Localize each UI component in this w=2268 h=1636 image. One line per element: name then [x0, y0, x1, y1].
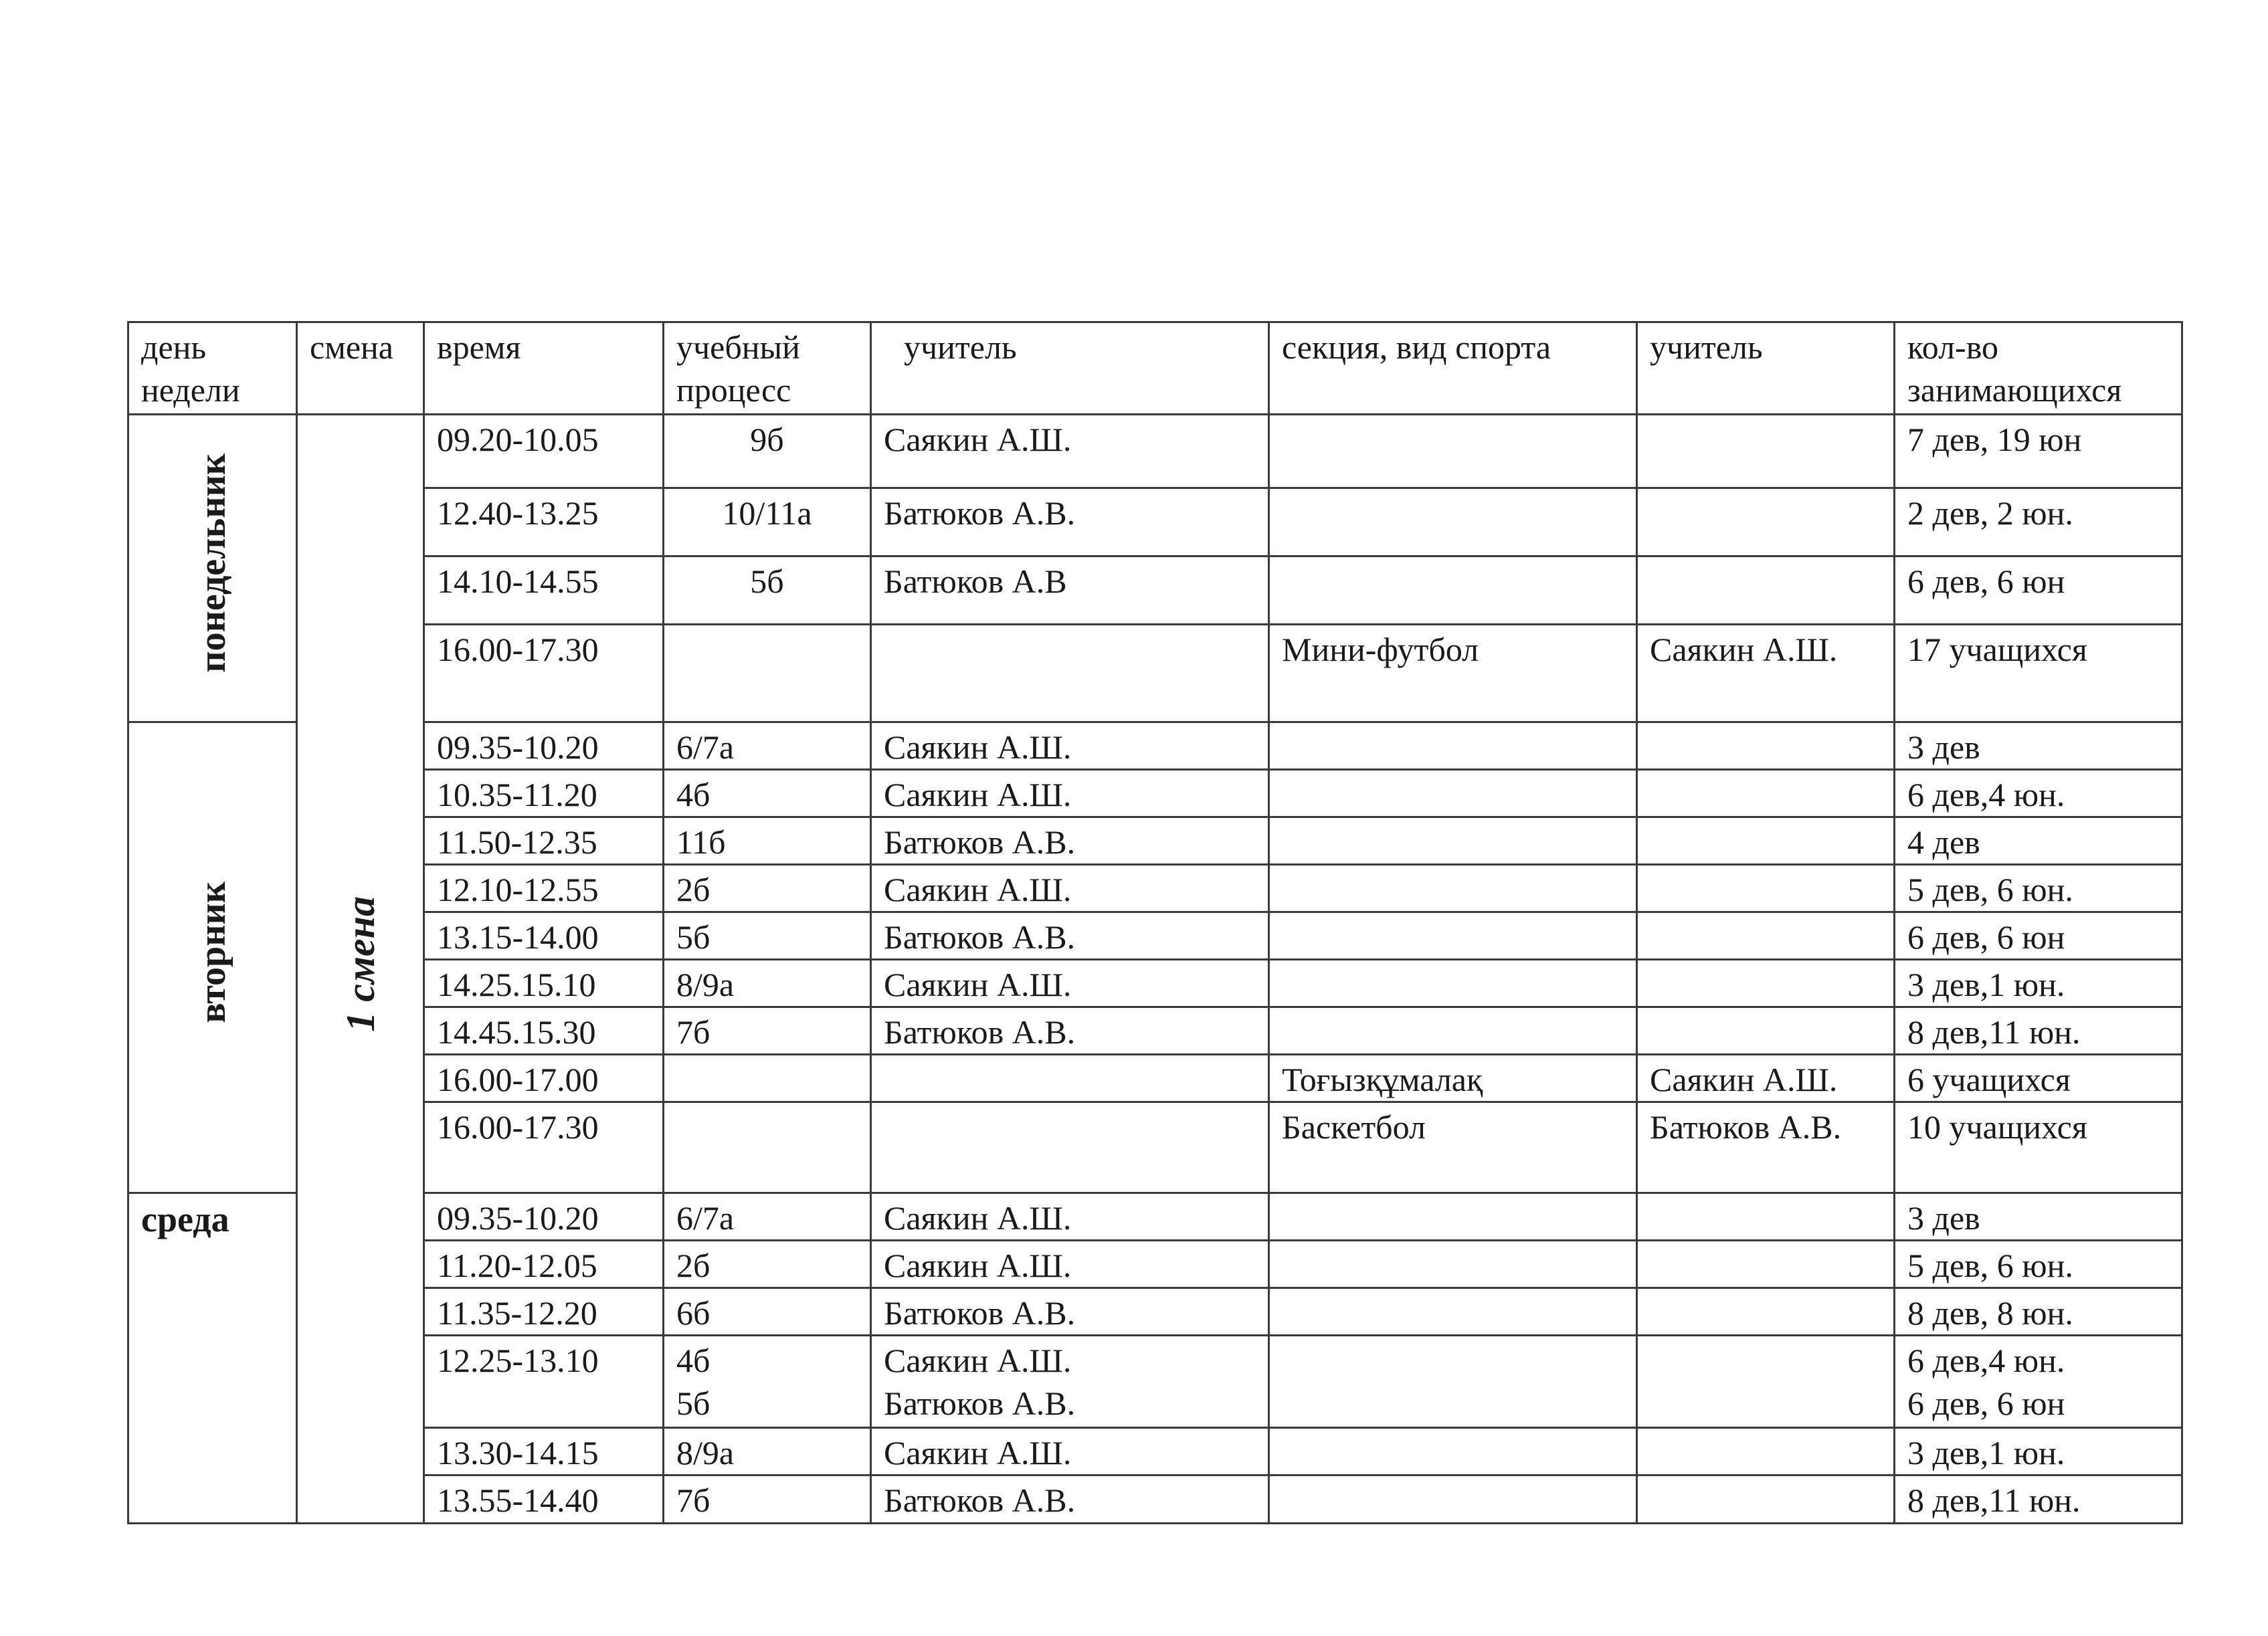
- cell-class: 6б: [664, 1288, 871, 1336]
- cell-section-teacher: [1637, 817, 1895, 865]
- cell-teacher: Саякин А.Ш.: [871, 960, 1269, 1007]
- cell-class: 6/7а: [664, 722, 871, 770]
- cell-count: 4 дев: [1895, 817, 2182, 865]
- cell-class: [664, 1055, 871, 1102]
- cell-time: 14.25.15.10: [424, 960, 664, 1007]
- cell-time: 13.15-14.00: [424, 912, 664, 960]
- cell-class: 7б: [664, 1475, 871, 1524]
- cell-section: [1269, 415, 1637, 488]
- cell-time: 11.35-12.20: [424, 1288, 664, 1336]
- cell-time: 13.55-14.40: [424, 1475, 664, 1524]
- cell-time: 16.00-17.00: [424, 1055, 664, 1102]
- cell-section: [1269, 488, 1637, 556]
- header-day: день недели: [128, 322, 297, 415]
- table-row: [128, 1007, 2182, 1055]
- cell-section-teacher: [1637, 1193, 1895, 1241]
- cell-section-teacher: [1637, 1241, 1895, 1288]
- cell-class: 6/7а: [664, 1193, 871, 1241]
- day-monday: [128, 415, 297, 722]
- cell-section-teacher: Саякин А.Ш.: [1637, 625, 1895, 722]
- cell-class: 8/9а: [664, 1428, 871, 1475]
- schedule-table: [127, 321, 2183, 1524]
- day-monday-label: понедельник: [191, 453, 233, 673]
- cell-teacher: Саякин А.Ш.: [871, 1428, 1269, 1475]
- cell-teacher: Саякин А.Ш.: [871, 1193, 1269, 1241]
- cell-class: 5б: [664, 556, 871, 625]
- table-row: [128, 1475, 2182, 1524]
- cell-count: 3 дев: [1895, 722, 2182, 770]
- cell-class: 10/11а: [664, 488, 871, 556]
- cell-teacher-line: Батюков А.В.: [884, 1385, 1076, 1422]
- cell-section-teacher: [1637, 1007, 1895, 1055]
- cell-class: 11б: [664, 817, 871, 865]
- cell-class: 2б: [664, 865, 871, 912]
- header-count: кол-во занимающихся: [1895, 322, 2182, 415]
- table-row: [128, 1336, 2182, 1428]
- day-tuesday-label: вторник: [191, 882, 233, 1023]
- cell-class: 5б: [664, 912, 871, 960]
- cell-section: Баскетбол: [1269, 1102, 1637, 1193]
- table-row: [128, 625, 2182, 722]
- cell-count: 17 учащихся: [1895, 625, 2182, 722]
- cell-count: [1895, 1336, 2182, 1428]
- cell-teacher: Саякин А.Ш.: [871, 722, 1269, 770]
- table-row: [128, 415, 2182, 488]
- cell-section: [1269, 770, 1637, 817]
- cell-class: 7б: [664, 1007, 871, 1055]
- cell-time: 09.20-10.05: [424, 415, 664, 488]
- cell-section: [1269, 865, 1637, 912]
- cell-section: [1269, 1428, 1637, 1475]
- header-section-teacher: учитель: [1637, 322, 1895, 415]
- cell-time: 09.35-10.20: [424, 722, 664, 770]
- cell-count: 8 дев, 8 юн.: [1895, 1288, 2182, 1336]
- cell-teacher: [871, 625, 1269, 722]
- cell-section-teacher: [1637, 1336, 1895, 1428]
- cell-count: 2 дев, 2 юн.: [1895, 488, 2182, 556]
- cell-section-teacher: [1637, 1428, 1895, 1475]
- table-row: [128, 817, 2182, 865]
- cell-time: 13.30-14.15: [424, 1428, 664, 1475]
- table-row: [128, 1428, 2182, 1475]
- cell-section: [1269, 912, 1637, 960]
- cell-time: 10.35-11.20: [424, 770, 664, 817]
- cell-section-teacher: Батюков А.В.: [1637, 1102, 1895, 1193]
- cell-section: Тоғызқұмалақ: [1269, 1055, 1637, 1102]
- table-row: [128, 1102, 2182, 1193]
- table-row: [128, 770, 2182, 817]
- cell-teacher: [871, 1055, 1269, 1102]
- table-row: [128, 488, 2182, 556]
- cell-section-teacher: Саякин А.Ш.: [1637, 1055, 1895, 1102]
- table-row: [128, 865, 2182, 912]
- cell-time: 16.00-17.30: [424, 625, 664, 722]
- header-teacher: учитель: [871, 322, 1269, 415]
- cell-section: [1269, 1336, 1637, 1428]
- cell-count: 3 дев,1 юн.: [1895, 1428, 2182, 1475]
- cell-count-line: 6 дев, 6 юн: [1907, 1385, 2065, 1422]
- cell-count: 3 дев,1 юн.: [1895, 960, 2182, 1007]
- cell-teacher: Батюков А.В.: [871, 912, 1269, 960]
- cell-teacher: Саякин А.Ш.: [871, 865, 1269, 912]
- cell-count: 6 учащихся: [1895, 1055, 2182, 1102]
- shift-cell: [297, 415, 424, 1524]
- table-row: [128, 722, 2182, 770]
- table-row: [128, 1288, 2182, 1336]
- cell-count: 3 дев: [1895, 1193, 2182, 1241]
- cell-teacher-line: Саякин А.Ш.: [884, 1342, 1072, 1379]
- cell-section: [1269, 556, 1637, 625]
- cell-teacher: Батюков А.В.: [871, 1007, 1269, 1055]
- cell-section-teacher: [1637, 722, 1895, 770]
- cell-section-teacher: [1637, 415, 1895, 488]
- cell-section-teacher: [1637, 770, 1895, 817]
- table-row: [128, 1055, 2182, 1102]
- cell-section: [1269, 1241, 1637, 1288]
- cell-class: [664, 625, 871, 722]
- table-row: [128, 960, 2182, 1007]
- cell-class-line: 5б: [676, 1385, 711, 1422]
- cell-count: 6 дев, 6 юн: [1895, 556, 2182, 625]
- cell-count: 10 учащихся: [1895, 1102, 2182, 1193]
- cell-section-teacher: [1637, 960, 1895, 1007]
- cell-section: [1269, 1475, 1637, 1524]
- cell-teacher: Батюков А.В.: [871, 817, 1269, 865]
- cell-class-line: 4б: [676, 1342, 711, 1379]
- cell-class: 2б: [664, 1241, 871, 1288]
- cell-count: 6 дев,4 юн.: [1895, 770, 2182, 817]
- cell-time: 11.20-12.05: [424, 1241, 664, 1288]
- header-section: секция, вид спорта: [1269, 322, 1637, 415]
- cell-teacher: [871, 1102, 1269, 1193]
- cell-time: 11.50-12.35: [424, 817, 664, 865]
- cell-section: [1269, 722, 1637, 770]
- cell-section: [1269, 1007, 1637, 1055]
- day-wednesday: [128, 1193, 297, 1524]
- cell-class: [664, 1102, 871, 1193]
- header-process: учебный процесс: [664, 322, 871, 415]
- header-time: время: [424, 322, 664, 415]
- cell-section: [1269, 960, 1637, 1007]
- cell-count: 7 дев, 19 юн: [1895, 415, 2182, 488]
- cell-teacher: Саякин А.Ш.: [871, 770, 1269, 817]
- cell-time: 14.45.15.30: [424, 1007, 664, 1055]
- cell-time: 09.35-10.20: [424, 1193, 664, 1241]
- cell-section-teacher: [1637, 912, 1895, 960]
- cell-section: [1269, 817, 1637, 865]
- table-row: [128, 1241, 2182, 1288]
- cell-section-teacher: [1637, 865, 1895, 912]
- cell-teacher: Батюков А.В: [871, 556, 1269, 625]
- cell-count: 8 дев,11 юн.: [1895, 1475, 2182, 1524]
- cell-teacher: Батюков А.В.: [871, 1475, 1269, 1524]
- cell-section-teacher: [1637, 1475, 1895, 1524]
- cell-section: [1269, 1288, 1637, 1336]
- shift-label: 1 смена: [338, 896, 383, 1032]
- day-wednesday-label: среда: [141, 1199, 229, 1239]
- cell-count: 6 дев, 6 юн: [1895, 912, 2182, 960]
- header-row: [128, 322, 2182, 415]
- cell-section: Мини-футбол: [1269, 625, 1637, 722]
- cell-count-line: 6 дев,4 юн.: [1907, 1342, 2065, 1379]
- table-row: [128, 556, 2182, 625]
- cell-time: 12.40-13.25: [424, 488, 664, 556]
- header-shift: смена: [297, 322, 424, 415]
- cell-section: [1269, 1193, 1637, 1241]
- cell-teacher: Саякин А.Ш.: [871, 415, 1269, 488]
- cell-time: 12.25-13.10: [424, 1336, 664, 1428]
- cell-teacher: Батюков А.В.: [871, 1288, 1269, 1336]
- cell-time: 16.00-17.30: [424, 1102, 664, 1193]
- cell-count: 5 дев, 6 юн.: [1895, 1241, 2182, 1288]
- cell-class: 9б: [664, 415, 871, 488]
- day-tuesday: [128, 722, 297, 1193]
- cell-class: 4б: [664, 770, 871, 817]
- cell-time: 12.10-12.55: [424, 865, 664, 912]
- cell-section-teacher: [1637, 556, 1895, 625]
- cell-class: [664, 1336, 871, 1428]
- cell-teacher: Саякин А.Ш.: [871, 1241, 1269, 1288]
- cell-section-teacher: [1637, 1288, 1895, 1336]
- cell-teacher: Батюков А.В.: [871, 488, 1269, 556]
- table-row: [128, 1193, 2182, 1241]
- cell-class: 8/9а: [664, 960, 871, 1007]
- cell-teacher: [871, 1336, 1269, 1428]
- cell-time: 14.10-14.55: [424, 556, 664, 625]
- cell-section-teacher: [1637, 488, 1895, 556]
- table-row: [128, 912, 2182, 960]
- cell-count: 5 дев, 6 юн.: [1895, 865, 2182, 912]
- cell-count: 8 дев,11 юн.: [1895, 1007, 2182, 1055]
